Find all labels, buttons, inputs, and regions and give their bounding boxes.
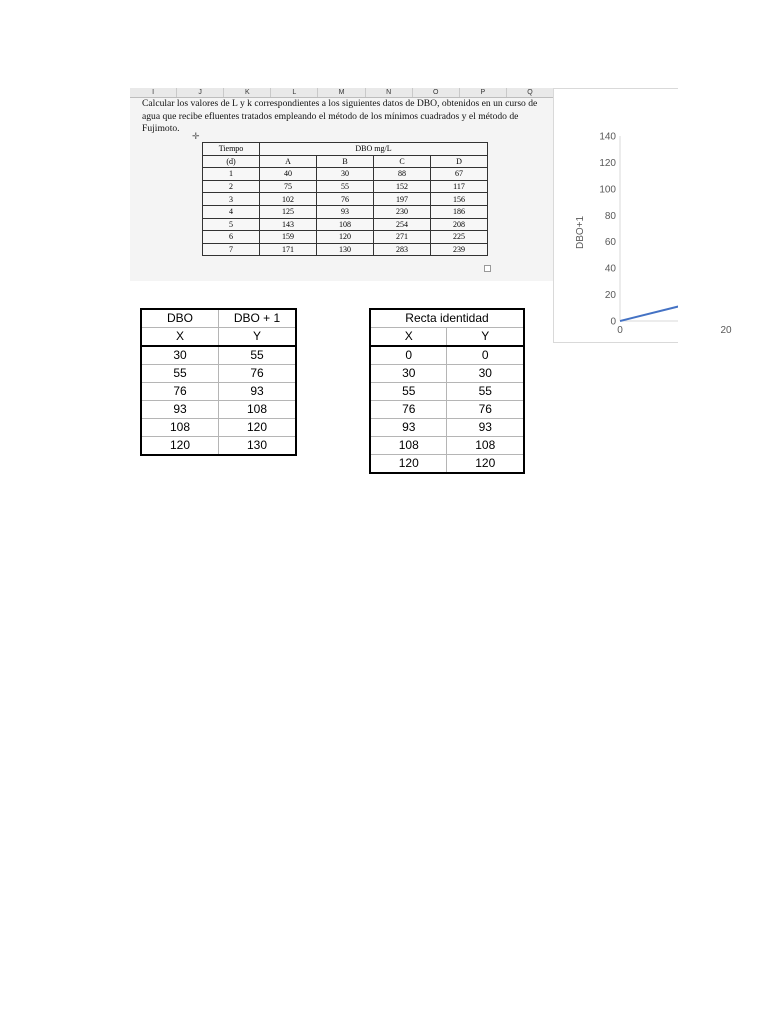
dbo-pairs-table bbox=[141, 309, 296, 455]
bod-group-header: DBO mg/L bbox=[260, 143, 488, 156]
table-row bbox=[371, 419, 524, 437]
table-cell[interactable]: 0 bbox=[447, 346, 524, 365]
table-row bbox=[371, 401, 524, 419]
bod-table-row bbox=[203, 180, 488, 193]
column-letter: J bbox=[177, 88, 224, 97]
identity-line-table bbox=[370, 309, 524, 473]
table-cell[interactable]: 55 bbox=[371, 383, 447, 401]
problem-statement: Calcular los valores de L y k correspondientes a los siguientes datos de DBO, obtenidos en un curso de agua que recibe efluentes tratados empleando el método de los mínimos cuadrados y el método de Fujimoto. bbox=[142, 98, 538, 134]
column-letter: I bbox=[130, 88, 177, 97]
table-cell: 152 bbox=[374, 180, 431, 193]
bod-table-row bbox=[203, 205, 488, 218]
table-cell[interactable]: 76 bbox=[447, 401, 524, 419]
table-row bbox=[371, 346, 524, 365]
table-cell[interactable]: 93 bbox=[371, 419, 447, 437]
y-axis-title: DBO+1 bbox=[575, 215, 586, 250]
table-cell: 76 bbox=[317, 193, 374, 206]
series-line[interactable] bbox=[620, 162, 768, 321]
column-letter: O bbox=[413, 88, 460, 97]
table-cell[interactable]: 76 bbox=[142, 383, 219, 401]
table-cell[interactable]: 120 bbox=[447, 455, 524, 473]
resize-handle[interactable] bbox=[484, 265, 491, 272]
x-tick-label: 20 bbox=[720, 325, 732, 336]
table-row bbox=[142, 419, 296, 437]
table-row bbox=[371, 437, 524, 455]
table-cell[interactable]: 93 bbox=[447, 419, 524, 437]
table-cell: 117 bbox=[431, 180, 488, 193]
dbo-chart[interactable] bbox=[553, 88, 732, 343]
column-letter: N bbox=[366, 88, 413, 97]
bod-table-row bbox=[203, 243, 488, 256]
table-row bbox=[142, 401, 296, 419]
table-cell: 156 bbox=[431, 193, 488, 206]
table-cell: 88 bbox=[374, 168, 431, 181]
spreadsheet-column-header-bar bbox=[130, 88, 554, 98]
bod-table-row bbox=[203, 218, 488, 231]
y-tick-label: 20 bbox=[604, 290, 616, 302]
scanned-problem-image bbox=[130, 88, 554, 281]
bod-table-header-row bbox=[203, 143, 488, 156]
y-tick-label: 40 bbox=[604, 263, 616, 275]
table-cell: 108 bbox=[317, 218, 374, 231]
table-cell[interactable]: 30 bbox=[371, 365, 447, 383]
table-cell[interactable]: 93 bbox=[142, 401, 219, 419]
x-subheader[interactable]: X bbox=[371, 328, 447, 347]
table-cell: 208 bbox=[431, 218, 488, 231]
table-cell: 5 bbox=[203, 218, 260, 231]
col-header: B bbox=[317, 155, 374, 168]
table-cell: 130 bbox=[317, 243, 374, 256]
bod-table-body bbox=[203, 168, 488, 256]
y-tick-label: 140 bbox=[599, 131, 616, 143]
table-cell: 67 bbox=[431, 168, 488, 181]
x-tick-label: 0 bbox=[617, 325, 623, 336]
column-letter: Q bbox=[507, 88, 554, 97]
table-cell: 75 bbox=[260, 180, 317, 193]
table-cell: 197 bbox=[374, 193, 431, 206]
table-row bbox=[371, 365, 524, 383]
bod-table-row bbox=[203, 193, 488, 206]
table-cell: 102 bbox=[260, 193, 317, 206]
column-letter: K bbox=[224, 88, 271, 97]
identity-subheader-row bbox=[371, 328, 524, 347]
y-tick-label: 120 bbox=[599, 157, 616, 169]
table-cell: 186 bbox=[431, 205, 488, 218]
column-letter: M bbox=[318, 88, 365, 97]
table-cell: 3 bbox=[203, 193, 260, 206]
table-cell[interactable]: 55 bbox=[447, 383, 524, 401]
col-header: D bbox=[431, 155, 488, 168]
table-row bbox=[142, 437, 296, 455]
table-cell: 171 bbox=[260, 243, 317, 256]
table-cell: 143 bbox=[260, 218, 317, 231]
table-cell: 4 bbox=[203, 205, 260, 218]
table-cell: 120 bbox=[317, 231, 374, 244]
bod-table-row bbox=[203, 231, 488, 244]
x-subheader[interactable]: X bbox=[142, 328, 219, 347]
table-cell: 271 bbox=[374, 231, 431, 244]
chart-canvas bbox=[554, 89, 732, 342]
y-subheader[interactable]: Y bbox=[447, 328, 524, 347]
table-cell[interactable]: 76 bbox=[219, 365, 296, 383]
table-cell[interactable]: 0 bbox=[371, 346, 447, 365]
dbo-subheader-row bbox=[142, 328, 296, 347]
table-cell[interactable]: 108 bbox=[142, 419, 219, 437]
col-header: A bbox=[260, 155, 317, 168]
table-cell[interactable]: 120 bbox=[371, 455, 447, 473]
table-row bbox=[142, 346, 296, 365]
dbo-plus-one-header[interactable]: DBO + 1 bbox=[219, 310, 296, 328]
time-unit: (d) bbox=[203, 155, 260, 168]
table-row bbox=[371, 455, 524, 473]
table-cell[interactable]: 108 bbox=[219, 401, 296, 419]
y-tick-label: 80 bbox=[604, 210, 616, 222]
table-cell[interactable]: 76 bbox=[371, 401, 447, 419]
table-cell: 30 bbox=[317, 168, 374, 181]
table-cell: 283 bbox=[374, 243, 431, 256]
table-row bbox=[142, 383, 296, 401]
table-cell[interactable]: 55 bbox=[219, 346, 296, 365]
table-cell[interactable]: 130 bbox=[219, 437, 296, 455]
table-cell[interactable]: 108 bbox=[447, 437, 524, 455]
time-header: Tiempo bbox=[203, 143, 260, 156]
table-cell: 1 bbox=[203, 168, 260, 181]
table-cell[interactable]: 30 bbox=[447, 365, 524, 383]
table-cell[interactable]: 120 bbox=[142, 437, 219, 455]
y-tick-label: 100 bbox=[599, 184, 616, 196]
dbo-header[interactable]: DBO bbox=[142, 310, 219, 328]
column-letter: P bbox=[460, 88, 507, 97]
table-cell: 230 bbox=[374, 205, 431, 218]
identity-title[interactable]: Recta identidad bbox=[371, 310, 524, 328]
table-cell[interactable]: 120 bbox=[219, 419, 296, 437]
y-tick-label: 0 bbox=[610, 316, 616, 328]
table-cell: 125 bbox=[260, 205, 317, 218]
table-cell: 6 bbox=[203, 231, 260, 244]
table-cell[interactable]: 93 bbox=[219, 383, 296, 401]
dbo-header-row bbox=[142, 310, 296, 328]
table-cell: 254 bbox=[374, 218, 431, 231]
table-cell[interactable]: 30 bbox=[142, 346, 219, 365]
table-cell[interactable]: 55 bbox=[142, 365, 219, 383]
table-cell[interactable]: 108 bbox=[371, 437, 447, 455]
y-subheader[interactable]: Y bbox=[219, 328, 296, 347]
y-tick-label: 60 bbox=[604, 237, 616, 249]
table-cell: 2 bbox=[203, 180, 260, 193]
col-header: C bbox=[374, 155, 431, 168]
column-letter: L bbox=[271, 88, 318, 97]
table-cell: 159 bbox=[260, 231, 317, 244]
table-row bbox=[371, 383, 524, 401]
identity-title-row bbox=[371, 310, 524, 328]
table-cell: 93 bbox=[317, 205, 374, 218]
bod-table-row bbox=[203, 168, 488, 181]
table-row bbox=[142, 365, 296, 383]
dbo-table-body bbox=[142, 346, 296, 455]
table-cell: 225 bbox=[431, 231, 488, 244]
table-cell: 7 bbox=[203, 243, 260, 256]
table-cell: 239 bbox=[431, 243, 488, 256]
table-cell: 40 bbox=[260, 168, 317, 181]
table-cell: 55 bbox=[317, 180, 374, 193]
identity-table-body bbox=[371, 346, 524, 473]
bod-data-table bbox=[202, 142, 488, 256]
move-handle-icon[interactable]: ✛ bbox=[192, 132, 200, 142]
bod-table-subheader-row bbox=[203, 155, 488, 168]
